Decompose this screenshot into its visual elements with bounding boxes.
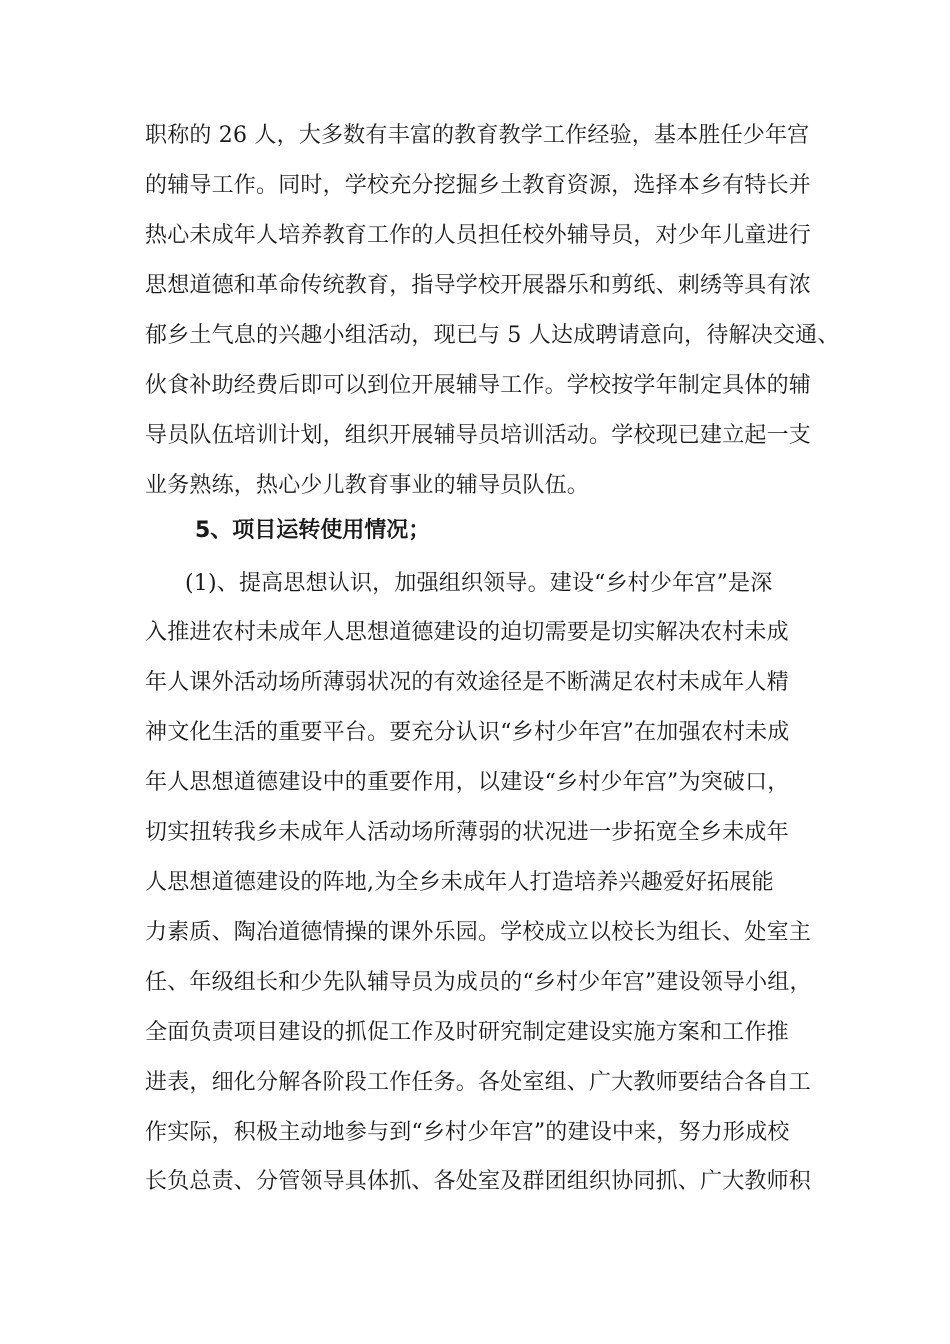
paragraph-line: 思想道德和革命传统教育，指导学校开展器乐和剪纸、刺绣等具有浓 xyxy=(145,273,812,298)
paragraph-line: 入推进农村未成年人思想道德建设的迫切需要是切实解决农村未成 xyxy=(145,620,789,645)
paragraph-line: 职称的 26 人，大多数有丰富的教育教学工作经验，基本胜任少年宫 xyxy=(145,123,810,148)
paragraph-line: 人思想道德建设的阵地,为全乡未成年人打造培养兴趣爱好拓展能 xyxy=(145,870,774,895)
section-heading: 5、项目运转使用情况； xyxy=(195,518,431,543)
paragraph-line: (1)、提高思想认识，加强组织领导。建设“乡村少年宫”是深 xyxy=(185,571,773,596)
paragraph-line: 的辅导工作。同时，学校充分挖掘乡土教育资源，选择本乡有特长并 xyxy=(145,173,812,198)
paragraph-line: 全面负责项目建设的抓促工作及时研究制定建设实施方案和工作推 xyxy=(145,1020,789,1045)
paragraph-line: 神文化生活的重要平台。要充分认识“乡村少年宫”在加强农村未成 xyxy=(145,720,790,745)
paragraph-line: 年人课外活动场所薄弱状况的有效途径是不断满足农村未成年人精 xyxy=(145,670,789,695)
paragraph-line: 作实际，积极主动地参与到“乡村少年宫”的建设中来，努力形成校 xyxy=(145,1120,790,1145)
paragraph-line: 热心未成年人培养教育工作的人员担任校外辅导员，对少年儿童进行 xyxy=(145,223,812,248)
paragraph-line: 进表，细化分解各阶段工作任务。各处室组、广大教师要结合各自工 xyxy=(145,1070,812,1095)
paragraph-line: 业务熟练，热心少儿教育事业的辅导员队伍。 xyxy=(145,473,590,498)
paragraph-line: 年人思想道德建设中的重要作用，以建设“乡村少年宫”为突破口， xyxy=(145,770,790,795)
paragraph-line: 任、年级组长和少先队辅导员为成员的“乡村少年宫”建设领导小组， xyxy=(145,970,812,995)
paragraph-line: 导员队伍培训计划，组织开展辅导员培训活动。学校现已建立起一支 xyxy=(145,423,812,448)
paragraph-line: 力素质、陶冶道德情操的课外乐园。学校成立以校长为组长、处室主 xyxy=(145,920,812,945)
paragraph-line: 切实扭转我乡未成年人活动场所薄弱的状况进一步拓宽全乡未成年 xyxy=(145,820,789,845)
paragraph-line: 郁乡土气息的兴趣小组活动，现已与 5 人达成聘请意向，待解决交通、 xyxy=(145,323,840,348)
paragraph-line: 长负总责、分管领导具体抓、各处室及群团组织协同抓、广大教师积 xyxy=(145,1169,812,1194)
paragraph-line: 伙食补助经费后即可以到位开展辅导工作。学校按学年制定具体的辅 xyxy=(145,373,812,398)
